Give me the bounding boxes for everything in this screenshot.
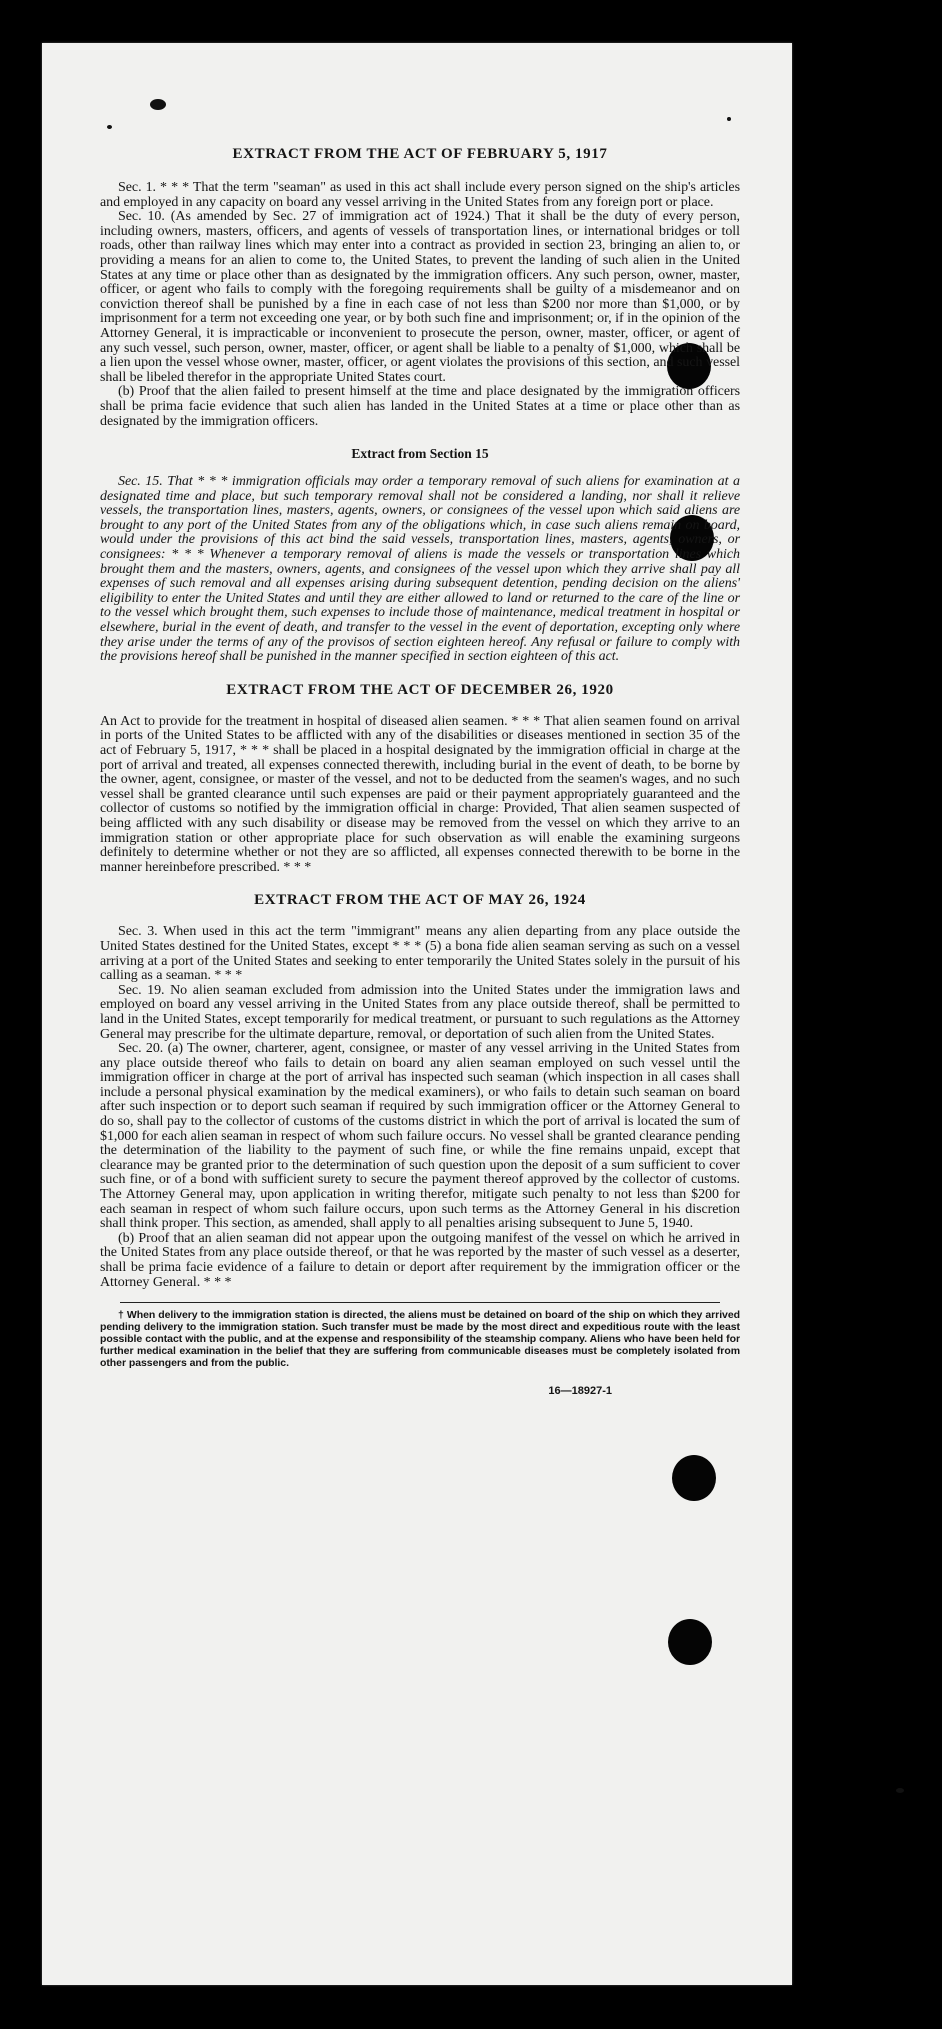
section-heading: EXTRACT FROM THE ACT OF FEBRUARY 5, 1917 (232, 146, 608, 162)
section-heading: EXTRACT FROM THE ACT OF DECEMBER 26, 1920 (226, 681, 614, 698)
footnote: † When delivery to the immigration station is directed, the aliens must be detained on board of the ship on which they arrived pending delivery to the immigration station. Such transfer must be made by the most direct and expeditious route with the least possible contact with the public, and at the expense and responsibility of the steamship company. Aliens who have been held for further medical examination in the belief that they are suffering from communicable diseases must be completely isolated from other passengers and from the public. (100, 1309, 740, 1370)
footnote-rule (120, 1302, 720, 1303)
ink-speck (150, 99, 166, 110)
paragraph: An Act to provide for the treatment in hospital of diseased alien seamen. * * * That alien seamen found on arrival in ports of the United States to be afflicted with any of the disabilities or diseases mentioned in section 35 of the act of February 5, 1917, * * * shall be placed in a hospital designated by the immigration official in charge at the port of arrival and treated, all expenses connected therewith, including burial in the event of death, to be borne by the owner, agent, consignee, or master of the vessel, and not to be deducted from the seamen's wages, and no such vessel shall be granted clearance until such expenses are paid or their payment appropriately guaranteed and the collector of customs so notified by the immigration official in charge: Provided, That alien seamen suspected of being afflicted with any such disability or disease may be removed from the vessel on which they arrive to an immigration station or other appropriate place for such observation as will enable the examining surgeons definitely to determine whether or not they are so afflicted, all expenses connected therewith to be borne in the manner hereinbefore prescribed. * * * (100, 713, 740, 875)
paragraph: (b) Proof that the alien failed to present himself at the time and place designated by the immigration officers shall be prima facie evidence that such alien has landed in the United States at a time or place other than as designated by the immigration officers. (100, 384, 740, 429)
document-body (100, 145, 740, 1397)
paragraph: Sec. 20. (a) The owner, charterer, agent, consignee, or master of any vessel arriving in the United States from any place outside thereof who fails to detain on board any alien seaman employed on such vessel until the immigration officer in charge at the port of arrival has inspected such seaman (which inspection in all cases shall include a personal physical examination by the medical examiners), or who fails to detain such seaman on board after such inspection or to deport such seaman if required by such immigration officer or the Attorney General to do so, shall pay to the collector of customs of the customs district in which the port of arrival is located the sum of $1,000 for each alien seaman in respect of whom such failure occurs. No vessel shall be granted clearance pending the determination of the liability to the payment of such fine, or while the fine remains unpaid, except that clearance may be granted prior to the determination of such question upon the deposit of a sum sufficient to cover such fine, or of a bond with sufficient surety to secure the payment thereof approved by the collector of customs. The Attorney General may, upon application in writing therefor, mitigate such penalty to not less than $200 for each seaman in respect of whom such failure occurs, upon such terms as the Attorney General in his discretion shall think proper. This section, as amended, shall apply to all penalties arising subsequent to June 5, 1940. (100, 1041, 740, 1232)
paragraph: Sec. 15. That * * * immigration officials may order a temporary removal of such aliens for examination at a designated time and place, but such temporary removal shall not be considered a landing, nor shall it relieve vessels, the transportation lines, masters, agents, owners, or consignees of the vessel upon which said aliens are brought to any port of the United States from any of the obligations which, in case such aliens remain on board, would under the provisions of this act bind the said vessels, transportation lines, masters, agents, owners, or consignees: * * * Whenever a temporary removal of aliens is made the vessels or transportation lines which brought them and the masters, owners, agents, and consignees of the vessel upon which they arrive shall pay all expenses of such removal and all expenses arising during subsequent detention, pending decision on the aliens' eligibility to enter the United States and until they are either allowed to land or returned to the care of the line or to the vessel which brought them, such expenses to include those of maintenance, medical treatment in hospital or elsewhere, burial in the event of death, and transfer to the vessel in the event of deportation, excepting only where they arise under the terms of any of the provisos of section eighteen hereof. Any refusal or failure to comply with the provisions hereof shall be punished in the manner specified in section eighteen of this act. (100, 474, 740, 665)
paragraph: Sec. 10. (As amended by Sec. 27 of immigration act of 1924.) That it shall be the duty of every person, including owners, masters, officers, and agents of vessels of transportation lines, or international bridges or toll roads, other than railway lines which may enter into a contract as provided in section 23, bringing an alien to, or providing a means for an alien to come to, the United States, to prevent the landing of such alien in the United States at any time or place other than as designated by the immigration officers. Any such person, owner, master, officer, or agent who fails to comply with the foregoing requirements shall be guilty of a misdemeanor and on conviction thereof shall be punished by a fine in each case of not less than $200 nor more than $1,000, or by imprisonment for a term not exceeding one year, or by both such fine and imprisonment; or, if in the opinion of the Attorney General, it is impracticable or inconvenient to prosecute the person, owner, master, officer, or agent of any such vessel, such person, owner, master, officer, or agent shall be liable to a penalty of $1,000, which shall be a lien upon the vessel whose owner, master, officer, or agent violates the provisions of this section, and such vessel shall be libeled therefor in the appropriate United States court. (100, 209, 740, 385)
ink-speck (107, 125, 112, 129)
ink-speck (896, 1788, 904, 1793)
section-heading: EXTRACT FROM THE ACT OF MAY 26, 1924 (254, 892, 586, 909)
paragraph: Sec. 3. When used in this act the term "immigrant" means any alien departing from any place outside the United States destined for the United States, except * * * (5) a bona fide alien seaman serving as such on a vessel arriving at a port of the United States and seeking to enter temporarily the United States solely in the pursuit of his calling as a seaman. * * * (100, 924, 740, 984)
punch-hole (672, 1455, 716, 1501)
section-heading: Extract from Section 15 (351, 446, 489, 462)
paragraph: Sec. 19. No alien seaman excluded from admission into the United States under the immigration laws and employed on board any vessel arriving in the United States from any place outside thereof, shall be permitted to land in the United States, except temporarily for medical treatment, or pursuant to such regulations as the Attorney General may prescribe for the ultimate departure, removal, or deportation of such alien from the United States. (100, 982, 740, 1042)
form-number: 16—18927-1 (548, 1385, 612, 1398)
ink-speck (727, 117, 731, 121)
punch-hole (668, 1619, 712, 1665)
document-page (42, 43, 792, 1985)
paragraph: Sec. 1. * * * That the term "seaman" as used in this act shall include every person signed on the ship's articles and employed in any capacity on board any vessel arriving in the United States from any foreign port or place. (100, 180, 740, 210)
paragraph: (b) Proof that an alien seaman did not appear upon the outgoing manifest of the vessel on which he arrived in the United States from any place outside thereof, or that he was reported by the master of such vessel as a deserter, shall be prima facie evidence of a failure to detain or deport after requirement by the immigration officer or the Attorney General. * * * (100, 1230, 740, 1290)
